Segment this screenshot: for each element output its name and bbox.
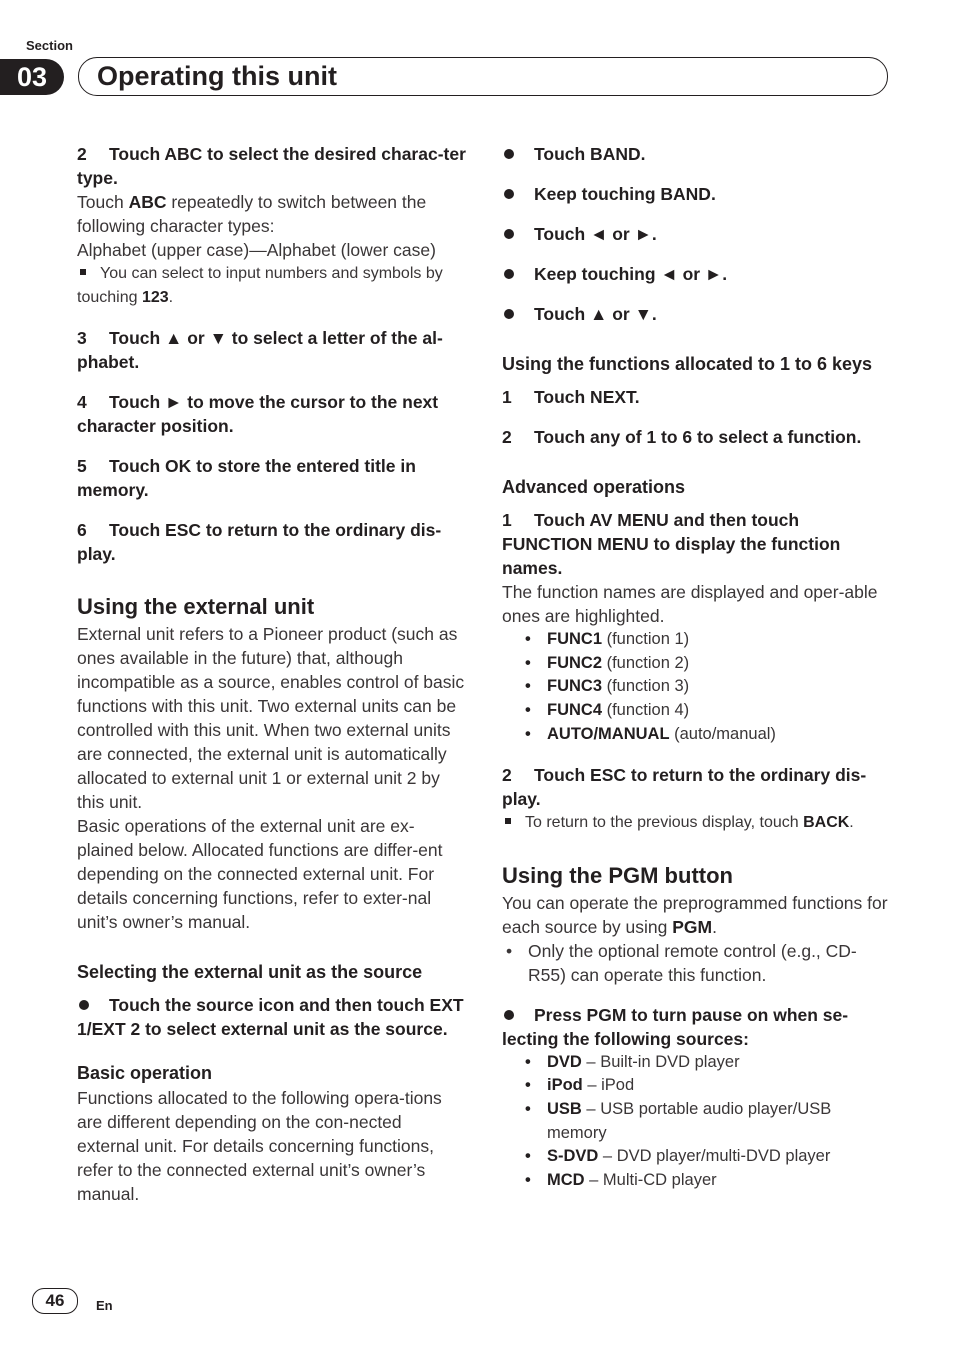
language-label: En bbox=[96, 1298, 113, 1313]
op-item: Touch BAND. bbox=[502, 142, 894, 166]
list-item: • USB – USB portable audio player/USB memory bbox=[502, 1098, 894, 1145]
bullet-dot-icon bbox=[504, 189, 514, 199]
select-source-step: Touch the source icon and then touch EXT 1/EXT 2 to select external unit as the source. bbox=[77, 995, 464, 1039]
adv-step-2: 2 Touch ESC to return to the ordinary dis-play. bbox=[502, 764, 867, 809]
adv-body: The function names are displayed and oper-able ones are highlighted. bbox=[502, 582, 878, 626]
op-item: Keep touching BAND. bbox=[502, 182, 894, 206]
op-item: Keep touching ◄ or ►. bbox=[502, 262, 894, 286]
step-2: 2 Touch ABC to select the desired charac-ter type. bbox=[77, 144, 466, 188]
op-item: Touch ◄ or ►. bbox=[502, 222, 894, 246]
list-item: • FUNC4 (function 4) bbox=[502, 699, 894, 723]
heading-pgm-button: Using the PGM button bbox=[502, 862, 733, 888]
keys-step-1: 1 Touch NEXT. bbox=[502, 387, 640, 407]
adv-step-1: 1 Touch AV MENU and then touch FUNCTION MENU to display the function names. bbox=[502, 510, 841, 578]
basic-paragraph: Functions allocated to the following opera-tions are different depending on the con-nected external unit. For details concerning functions, refer to the connected external unit’s owner’s manual. bbox=[77, 1088, 442, 1204]
pgm-paragraph: You can operate the preprogrammed functions for each source by using PGM. bbox=[502, 892, 888, 937]
heading-advanced-operations: Advanced operations bbox=[502, 477, 686, 497]
list-item: • MCD – Multi-CD player bbox=[502, 1169, 894, 1193]
external-paragraph-1: External unit refers to a Pioneer product (such as ones available in the future) that, although incompatible as a source, enables control of basic functions with this unit. Two external units can be controlled with this unit. When two external units are connected, the external unit is automatically allocated to external unit 1 or external unit 2 by this unit. bbox=[77, 624, 465, 812]
section-label: Section bbox=[26, 38, 73, 53]
step-5: 5 Touch OK to store the entered title in memory. bbox=[77, 456, 416, 500]
heading-select-source: Selecting the external unit as the source bbox=[77, 962, 423, 982]
list-item: • AUTO/MANUAL (auto/manual) bbox=[502, 723, 894, 747]
list-item: • DVD – Built-in DVD player bbox=[502, 1051, 894, 1075]
page-number: 46 bbox=[32, 1288, 78, 1314]
bullet-dot-icon bbox=[504, 229, 514, 239]
heading-basic-operation: Basic operation bbox=[77, 1063, 213, 1083]
step-6: 6 Touch ESC to return to the ordinary dis-play. bbox=[77, 520, 442, 564]
list-item: • FUNC3 (function 3) bbox=[502, 675, 894, 699]
page-title: Operating this unit bbox=[97, 61, 337, 91]
bullet-dot-icon bbox=[79, 1000, 89, 1010]
list-item: • iPod – iPod bbox=[502, 1074, 894, 1098]
adv-note: To return to the previous display, touch BACK. bbox=[502, 811, 894, 835]
step-3: 3 Touch ▲ or ▼ to select a letter of the al-phabet. bbox=[77, 328, 443, 372]
op-item: Touch ▲ or ▼. bbox=[502, 302, 894, 326]
list-item: • FUNC1 (function 1) bbox=[502, 628, 894, 652]
list-item: • S-DVD – DVD player/multi-DVD player bbox=[502, 1145, 894, 1169]
bullet-dot-icon bbox=[504, 269, 514, 279]
function-list bbox=[502, 628, 894, 747]
bullet-dot-icon bbox=[504, 309, 514, 319]
right-column bbox=[502, 142, 894, 1193]
step-2-note: You can select to input numbers and symbols by touching 123. bbox=[77, 265, 443, 306]
pgm-bullet: • Only the optional remote control (e.g., CD-R55) can operate this function. bbox=[502, 939, 894, 987]
heading-external-unit: Using the external unit bbox=[77, 594, 315, 619]
note-square-icon bbox=[80, 269, 86, 275]
external-paragraph-2: Basic operations of the external unit are ex-plained below. Allocated functions are differ-ent depending on the connected external unit. For details concerning functions, refer to exter-nal unit’s owner’s manual. bbox=[77, 816, 443, 932]
basic-operations-list bbox=[502, 142, 894, 326]
step-4: 4 Touch ► to move the cursor to the next character position. bbox=[77, 392, 439, 436]
pgm-step: Press PGM to turn pause on when se-lecting the following sources: bbox=[502, 1004, 849, 1049]
left-column bbox=[77, 142, 467, 1206]
list-item: • FUNC2 (function 2) bbox=[502, 652, 894, 676]
note-square-icon bbox=[505, 818, 511, 824]
heading-function-keys: Using the functions allocated to 1 to 6 keys bbox=[502, 354, 873, 374]
bullet-dot-icon bbox=[504, 1010, 514, 1020]
step-2-body: Touch ABC repeatedly to switch between the following character types: bbox=[77, 192, 427, 236]
section-number-badge: 03 bbox=[0, 59, 64, 95]
bullet-dot-icon bbox=[504, 149, 514, 159]
keys-step-2: 2 Touch any of 1 to 6 to select a function. bbox=[502, 427, 862, 447]
character-types: Alphabet (upper case)—Alphabet (lower case) bbox=[77, 240, 436, 260]
source-list bbox=[502, 1051, 894, 1193]
